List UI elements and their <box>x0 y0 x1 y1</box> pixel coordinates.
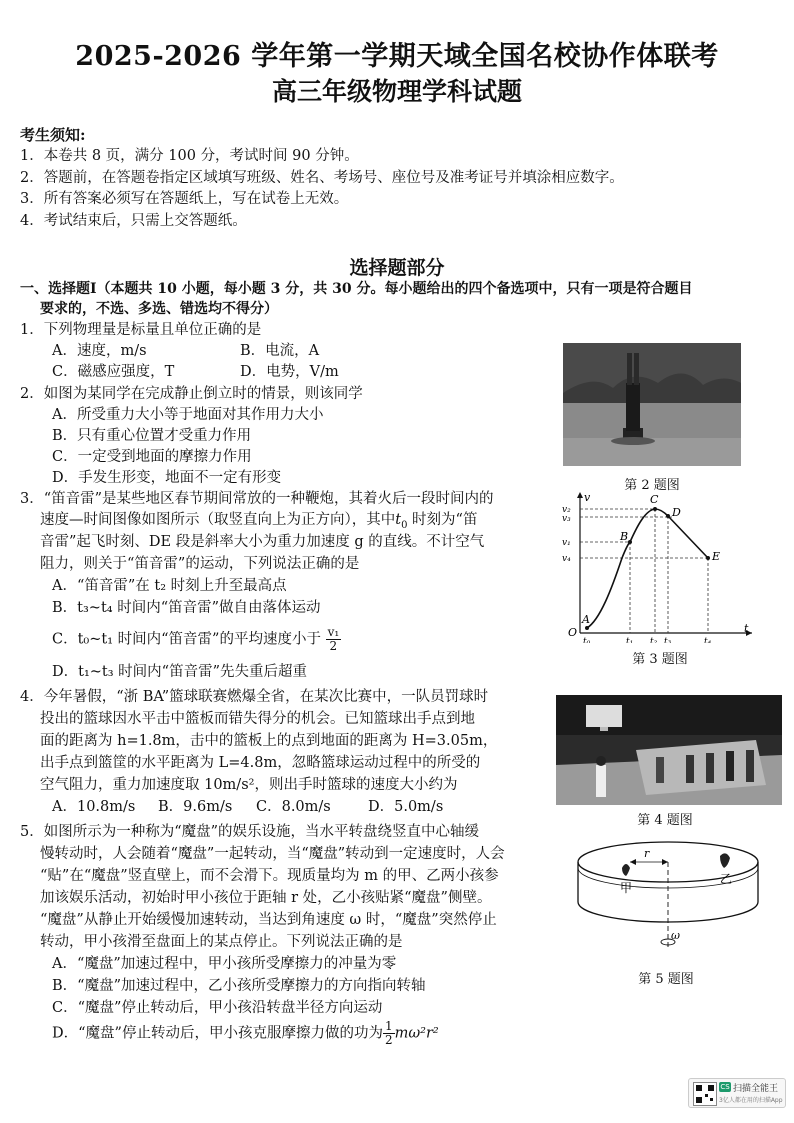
t-axis-label: t <box>744 622 749 635</box>
q4-option-d: D．5.0m/s <box>368 799 444 815</box>
q3-stem-line: 3．“笛音雷”是某些地区春节期间常放的一种鞭炮，其着火后一段时间内的 <box>20 491 494 507</box>
q5-option-a: A．“魔盘”加速过程中，甲小孩所受摩擦力的冲量为零 <box>52 956 397 972</box>
tick-t2: t₂ <box>650 637 658 643</box>
q5-stem-line: 慢转动时，人会随着“魔盘”一起转动，当“魔盘”转动到一定速度时，人会 <box>40 846 505 862</box>
origin-label: O <box>568 626 578 639</box>
q5-stem-line: “贴”在“魔盘”竖直壁上，而不会滑下。现质量均为 m 的甲、乙两小孩参 <box>40 868 499 884</box>
q3-caption: 第 3 题图 <box>632 652 688 667</box>
tick-t1: t₁ <box>626 637 634 643</box>
scanner-name: 扫描全能王 <box>733 1084 779 1094</box>
notice-heading: 考生须知: <box>20 126 86 144</box>
q3-stem-line: 音雷”起飞时刻、DE 段是斜率大小为重力加速度 g 的直线。不计空气 <box>40 534 485 550</box>
q5-caption: 第 5 题图 <box>638 972 694 987</box>
q1-stem: 1．下列物理量是标量且单位正确的是 <box>20 322 262 338</box>
qr-code-icon <box>693 1082 717 1106</box>
tick-v1: v₁ <box>562 538 571 548</box>
part1-instructions-cont: 要求的，不选、多选、错选均不得分） <box>40 301 278 317</box>
q1-option-a: A．速度，m/s <box>52 343 147 359</box>
camscanner-logo-icon: CS <box>720 1083 730 1091</box>
exam-subtitle: 高三年级物理学科试题 <box>271 77 522 106</box>
point-b: B <box>620 530 629 543</box>
q3-option-b: B．t₃~t₄ 时间内“笛音雷”做自由落体运动 <box>52 600 321 616</box>
child-jia-icon <box>622 864 630 876</box>
q2-stem: 2．如图为某同学在完成静止倒立时的情景，则该同学 <box>20 386 363 402</box>
v-axis-label: v <box>584 491 591 504</box>
exam-title: 2025-2026 学年第一学期天域全国名校协作体联考 <box>75 41 719 72</box>
child-yi-label: 乙 <box>720 872 733 886</box>
fraction-v1-over-2: $\frac{\text{v₁}}{2}$ <box>327 625 340 653</box>
q1-option-b: B．电流，A <box>240 343 320 359</box>
q5-stem-line: “魔盘”从静止开始缓慢加速转动，当达到角速度 ω 时，“魔盘”突然停止 <box>40 912 497 928</box>
point-c: C <box>650 493 659 506</box>
q2-photo <box>563 343 741 466</box>
q5-option-b: B．“魔盘”加速过程中，乙小孩所受摩擦力的方向指向转轴 <box>52 978 426 994</box>
notice-item: 1．本卷共 8 页，满分 100 分，考试时间 90 分钟。 <box>20 148 359 164</box>
q4-photo <box>556 695 782 805</box>
fraction-one-half: $\frac{1}{2}$ <box>384 1019 393 1047</box>
omega-label: ω <box>671 929 680 942</box>
radius-label: r <box>644 847 650 860</box>
point-e: E <box>712 550 721 563</box>
tick-t0: t₀ <box>583 637 591 643</box>
q4-stem-line: 4．今年暑假，“浙 BA”篮球联赛燃爆全省，在某次比赛中，一队员罚球时 <box>20 689 489 705</box>
section-title: 选择题部分 <box>349 257 445 279</box>
q3-option-d: D．t₁~t₃ 时间内“笛音雷”先失重后超重 <box>52 664 307 680</box>
part1-instructions: 一、选择题Ⅰ（本题共 10 小题，每小题 3 分，共 30 分。每小题给出的四个备选项中，只有一项是符合题目 <box>20 281 693 297</box>
point-d: D <box>672 506 681 519</box>
q2-option-c: C．一定受到地面的摩擦力作用 <box>52 449 252 465</box>
q5-stem-line: 加该娱乐活动，初始时甲小孩位于距轴 r 处，乙小孩贴紧“魔盘”侧壁。 <box>40 890 492 906</box>
notice-item: 4．考试结束后，只需上交答题纸。 <box>20 213 247 229</box>
q5-stem-line: 转动，甲小孩滑至盘面上的某点停止。下列说法正确的是 <box>40 934 403 950</box>
q4-stem-line: 出手点到篮筐的水平距离为 L=4.8m，忽略篮球运动过程中的所受的 <box>40 755 481 771</box>
child-yi-icon <box>720 853 730 868</box>
q4-option-a: A．10.8m/s <box>52 799 136 815</box>
tick-t3: t₃ <box>664 637 672 643</box>
q2-caption: 第 2 题图 <box>624 478 680 493</box>
tick-v4: v₄ <box>562 554 571 564</box>
notice-item: 2．答题前，在答题卷指定区域填写班级、姓名、考场号、座位号及准考证号并填涂相应数字。 <box>20 170 624 186</box>
q3-option-a: A．“笛音雷”在 t₂ 时刻上升至最高点 <box>52 578 287 594</box>
q3-stem-line: 速度—时间图像如图所示（取竖直向上为正方向），其中$t_0$ 时刻为“笛 <box>40 512 478 531</box>
q2-option-a: A．所受重力大小等于地面对其作用力大小 <box>52 407 324 423</box>
tick-t4: t₄ <box>704 637 712 643</box>
q3-vt-graph <box>560 488 760 643</box>
scanner-watermark <box>688 1078 786 1108</box>
q4-option-c: C．8.0m/s <box>256 799 331 815</box>
tick-v3: v₃ <box>562 514 571 524</box>
child-jia-label: 甲 <box>620 881 633 895</box>
q3-stem-line: 阻力，则关于“笛音雷”的运动，下列说法正确的是 <box>40 556 360 572</box>
q5-stem-line: 5．如图所示为一种称为“魔盘”的娱乐设施，当水平转盘绕竖直中心轴缓 <box>20 824 480 840</box>
q1-option-c: C．磁感应强度，T <box>52 364 175 380</box>
q4-option-b: B．9.6m/s <box>158 799 233 815</box>
q5-magic-disk-figure <box>570 838 766 966</box>
q5-option-d: D．“魔盘”停止转动后，甲小孩克服摩擦力做的功为 $\frac{1}{2}$ mω²r² <box>52 1019 439 1047</box>
q2-option-b: B．只有重心位置才受重力作用 <box>52 428 252 444</box>
notice-item: 3．所有答案必须写在答题纸上，写在试卷上无效。 <box>20 191 349 207</box>
tick-v2: v₂ <box>562 505 571 515</box>
q4-stem-line: 面的距离为 h=1.8m，击中的篮板上的点到地面的距离为 H=3.05m， <box>40 733 498 749</box>
velocity-curve <box>587 509 708 628</box>
q2-option-d: D．手发生形变，地面不一定有形变 <box>52 470 282 486</box>
scanner-tagline: 3亿人都在用的扫描App <box>719 1097 783 1104</box>
q3-option-c: C．t₀~t₁ 时间内“笛音雷”的平均速度小于 $\frac{\text{v₁}}{2}$ <box>52 625 340 653</box>
q4-stem-line: 空气阻力，重力加速度取 10m/s²，则出手时篮球的速度大小约为 <box>40 777 458 793</box>
q5-option-c: C．“魔盘”停止转动后，甲小孩沿转盘半径方向运动 <box>52 1000 383 1016</box>
q1-option-d: D．电势，V/m <box>240 364 339 380</box>
q4-stem-line: 投出的篮球因水平击中篮板而错失得分的机会。已知篮球出手点到地 <box>40 711 475 727</box>
q4-caption: 第 4 题图 <box>637 813 693 828</box>
point-a: A <box>582 613 590 626</box>
